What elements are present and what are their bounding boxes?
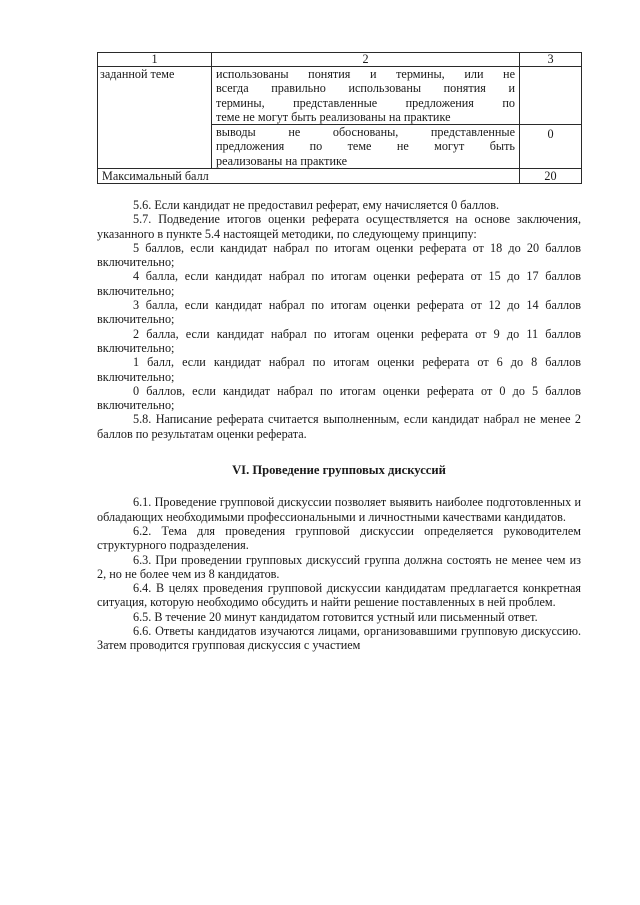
description-line: использованы понятия и термины, или не [216, 67, 515, 81]
paragraph-5-6: 5.6. Если кандидат не предоставил реферат, ему начисляется 0 баллов. [133, 198, 499, 212]
description-line: выводы не обоснованы, представленные [216, 125, 515, 140]
table-header-cell: 2 [212, 53, 520, 67]
max-score-label: Максимальный балл [98, 169, 520, 184]
score-rule-0: 0 баллов, если кандидат набрал по итогам оценки реферата от 0 до 5 баллов включительно; [97, 383, 581, 413]
description-cell [212, 67, 520, 125]
score-cell: 0 [520, 125, 582, 169]
table-header-cell: 1 [98, 53, 212, 67]
section-title: VI. Проведение групповых дискуссий [232, 463, 446, 478]
paragraph-6-4: 6.4. В целях проведения групповой дискуссии кандидатам предлагается конкретная ситуация, которую необходимо обсудить и найти решение поставленных в ней проблем. [97, 581, 581, 610]
score-rule-3: 3 балла, если кандидат набрал по итогам оценки реферата от 12 до 14 баллов включительно; [97, 298, 581, 327]
score-cell [520, 67, 582, 125]
paragraph-6-1: 6.1. Проведение групповой дискуссии позволяет выявить наиболее подготовленных и обладающих необходимыми профессиональными и личностными качествами кандидатов. [97, 495, 581, 524]
description-line: термины, представленные предложения по [216, 95, 515, 110]
table-header-row [98, 53, 582, 67]
description-line: теме не могут быть реализованы на практике [216, 109, 451, 124]
paragraph-6-6: 6.6. Ответы кандидатов изучаются лицами, организовавшими групповую дискуссию. Затем проводится групповая дискуссия с участием [97, 624, 581, 653]
body-text [97, 198, 581, 653]
score-table [97, 52, 582, 184]
table-row [98, 67, 582, 125]
description-line: предложения по теме не могут быть [216, 139, 515, 154]
paragraph-6-5: 6.5. В течение 20 минут кандидатом готовится устный или письменный ответ. [133, 609, 538, 624]
criterion-cell: заданной теме [98, 67, 212, 169]
max-score-row [98, 169, 582, 184]
paragraph-6-2: 6.2. Тема для проведения групповой дискуссии определяется руководителем структурного подразделения. [97, 523, 581, 553]
score-rule-4: 4 балла, если кандидат набрал по итогам оценки реферата от 15 до 17 баллов включительно; [97, 269, 581, 298]
paragraph-5-8: 5.8. Написание реферата считается выполненным, если кандидат набрал не менее 2 баллов по результатам оценки реферата. [97, 412, 581, 441]
max-score-value: 20 [520, 169, 582, 184]
description-line: всегда правильно использованы понятия и [216, 81, 515, 96]
table-header-cell: 3 [520, 53, 582, 67]
description-cell [212, 125, 520, 169]
description-line: реализованы на практике [216, 153, 348, 168]
score-rule-1: 1 балл, если кандидат набрал по итогам оценки реферата от 6 до 8 баллов включительно; [97, 355, 581, 384]
score-rule-5: 5 баллов, если кандидат набрал по итогам оценки реферата от 18 до 20 баллов включительно; [97, 240, 581, 270]
score-rule-2: 2 балла, если кандидат набрал по итогам оценки реферата от 9 до 11 баллов включительно; [97, 326, 581, 355]
paragraph-6-3: 6.3. При проведении групповых дискуссий группа должна состоять не менее чем из 2, но не более чем из 8 кандидатов. [97, 552, 581, 581]
paragraph-5-7: 5.7. Подведение итогов оценки реферата осуществляется на основе заключения, указанного в пункте 5.4 настоящей методики, по следующему принципу: [97, 212, 581, 241]
